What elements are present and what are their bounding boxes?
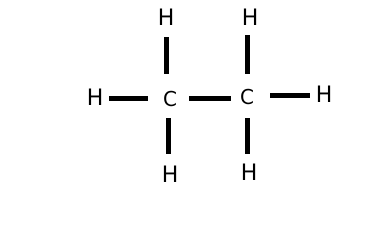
atom-h-bottom-c1: H <box>161 163 179 188</box>
atom-h-bottom-c2: H <box>240 161 258 186</box>
atom-h-top-c2: H <box>241 6 259 31</box>
bond-c2-h-top <box>245 35 250 74</box>
bond-c2-h-bottom <box>245 118 250 154</box>
atom-carbon-2: C <box>240 85 254 109</box>
bond-c1-c2 <box>189 96 231 101</box>
atom-h-left: H <box>86 86 104 111</box>
bond-c1-h-bottom <box>166 118 171 154</box>
bond-h-left-c1 <box>109 96 148 101</box>
bond-c1-h-top <box>164 37 169 74</box>
atom-h-top-c1: H <box>157 6 175 31</box>
bond-c2-h-right <box>270 93 310 98</box>
atom-carbon-1: C <box>163 87 177 111</box>
atom-h-right: H <box>315 83 333 108</box>
